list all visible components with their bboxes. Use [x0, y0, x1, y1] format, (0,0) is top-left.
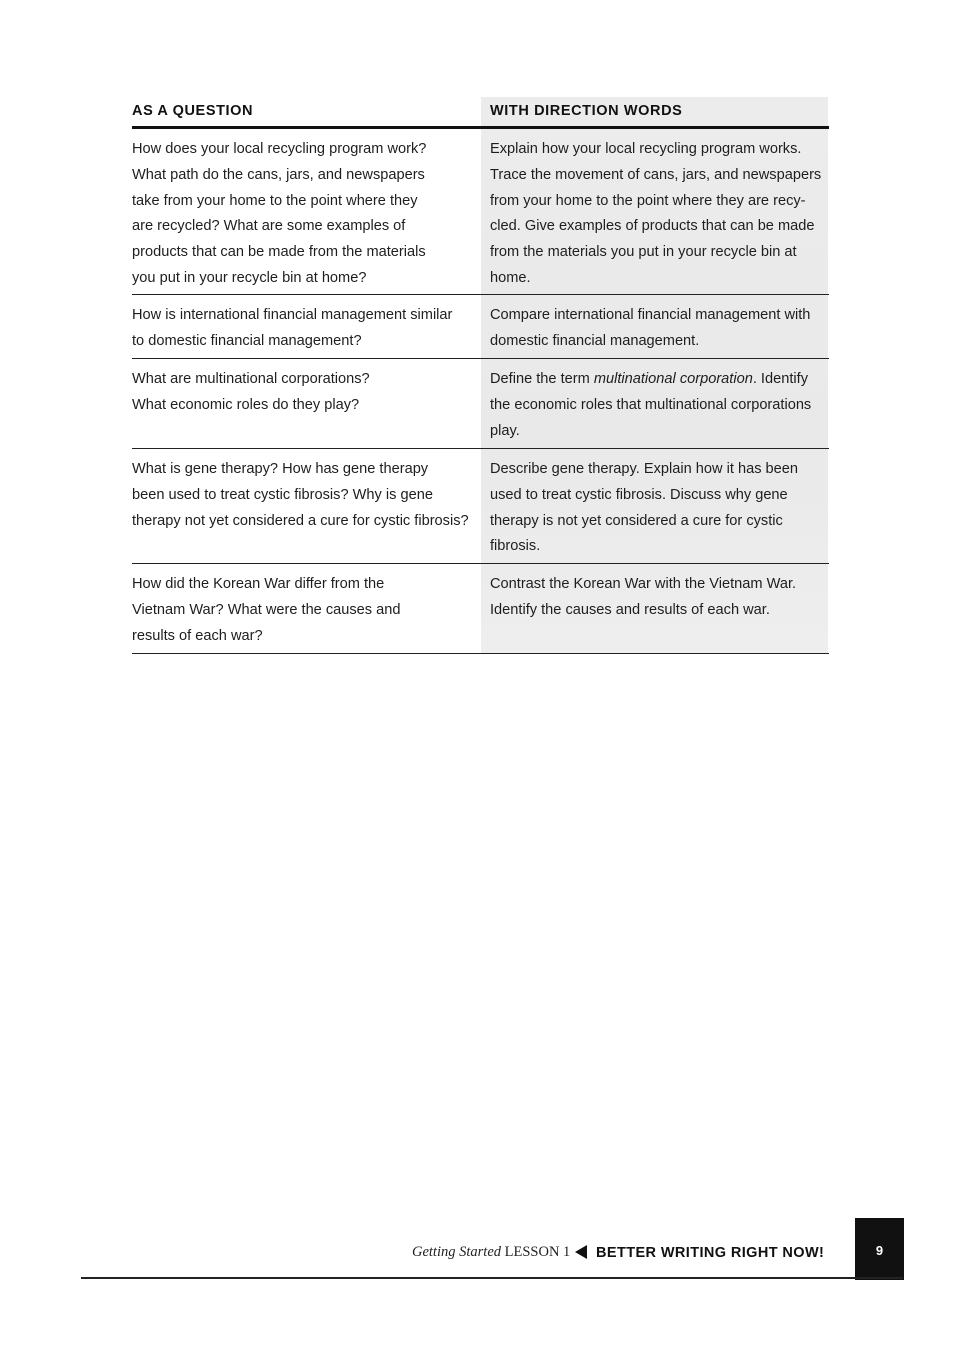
footer-book-title: BETTER WRITING RIGHT NOW! — [596, 1245, 825, 1261]
table-row — [132, 449, 829, 564]
table-row — [132, 359, 829, 449]
direction-cell: Compare international financial management with domestic financial management. — [490, 307, 811, 349]
page-number: 9 — [875, 1243, 884, 1258]
page-number-box — [855, 1218, 904, 1280]
question-cell: How did the Korean War differ from the Vietnam War? What were the causes and results of each war? — [132, 576, 401, 644]
question-cell: How does your local recycling program work? What path do the cans, jars, and newspapers take from your home to the point where they are recycled? What are some examples of products that can be made from the materials you put in your recycle bin at home? — [132, 141, 427, 286]
footer-rule — [81, 1277, 903, 1279]
question-cell: What are multinational corporations? What economic roles do they play? — [132, 371, 370, 413]
table-row — [132, 564, 829, 654]
question-cell: What is gene therapy? How has gene therapy been used to treat cystic fibrosis? Why is gene therapy not yet considered a cure for cystic fibrosis? — [132, 461, 469, 529]
table-row — [132, 129, 829, 295]
question-cell: How is international financial management similar to domestic financial management? — [132, 307, 453, 349]
footer-lesson-label — [412, 1244, 570, 1261]
direction-term: multinational corporation — [593, 371, 753, 387]
table-row — [132, 295, 829, 359]
direction-cell: Explain how your local recycling program works. Trace the movement of cans, jars, and newspapers from your home to the point where they are recy- cled. Give examples of products that can be made from the materials you put in your recycle bin at home. — [490, 141, 822, 286]
footer-lesson: LESSON 1 — [504, 1244, 571, 1260]
direction-text-post: . Identify the economic roles that multinational corporations play. — [490, 371, 812, 439]
column-header-question: AS A QUESTION — [132, 103, 254, 119]
footer-section: Getting Started — [412, 1244, 502, 1260]
direction-cell — [490, 367, 829, 444]
column-header-direction: WITH DIRECTION WORDS — [490, 103, 683, 119]
direction-text-pre: Define the term — [490, 371, 594, 387]
direction-cell: Contrast the Korean War with the Vietnam War. Identify the causes and results of each war. — [490, 576, 797, 618]
direction-cell: Describe gene therapy. Explain how it has been used to treat cystic fibrosis. Discuss why gene therapy is not yet considered a cure for cystic fibrosis. — [490, 461, 799, 555]
left-triangle-icon — [575, 1245, 587, 1259]
